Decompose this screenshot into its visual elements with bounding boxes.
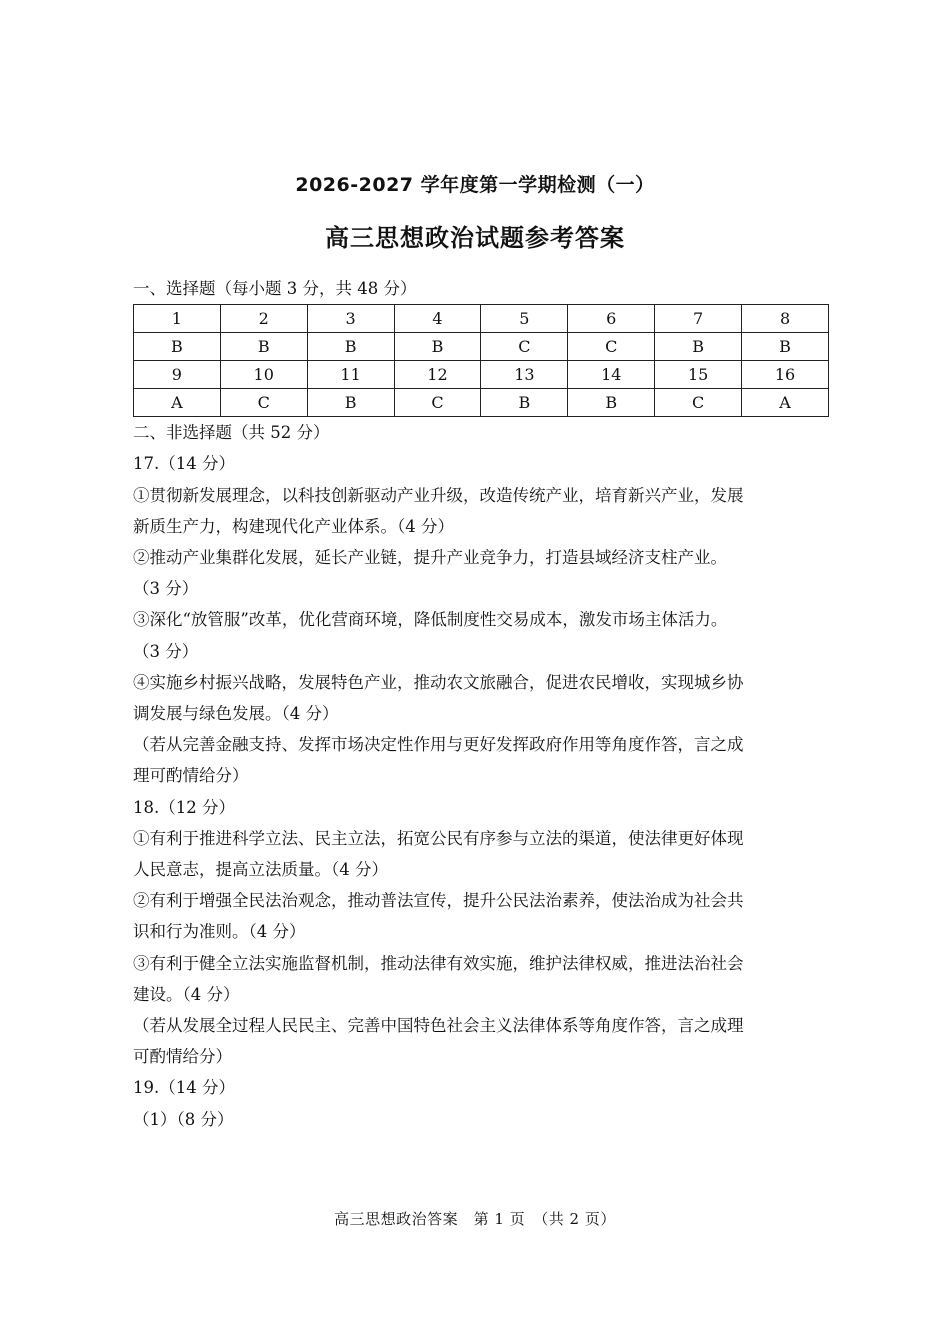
answer-table-cell: B bbox=[307, 333, 394, 361]
answer-table-cell: 12 bbox=[394, 361, 481, 389]
answer-table-row bbox=[134, 389, 829, 417]
answer-line: ②有利于增强全民法治观念，推动普法宣传，提升公民法治素养，使法治成为社会共 bbox=[133, 891, 744, 911]
page-footer: 高三思想政治答案 第 1 页 （共 2 页） bbox=[334, 1210, 616, 1228]
answer-table-cell: 4 bbox=[394, 305, 481, 333]
answer-table-cell: B bbox=[655, 333, 742, 361]
answer-line: 人民意志，提高立法质量。（4 分） bbox=[133, 860, 388, 880]
answer-line: 识和行为准则。（4 分） bbox=[133, 922, 306, 942]
answer-line: ②推动产业集群化发展，延长产业链，提升产业竞争力，打造县域经济支柱产业。 bbox=[133, 548, 727, 568]
answer-line: 新质生产力，构建现代化产业体系。（4 分） bbox=[133, 516, 454, 536]
answer-line: ④实施乡村振兴战略，发展特色产业，推动农文旅融合，促进农民增收，实现城乡协 bbox=[133, 672, 744, 692]
answer-table-cell: B bbox=[307, 389, 394, 417]
answer-line: ①有利于推进科学立法、民主立法，拓宽公民有序参与立法的渠道，使法律更好体现 bbox=[133, 828, 744, 848]
answer-table-cell: C bbox=[568, 333, 655, 361]
answer-line: （若从完善金融支持、发挥市场决定性作用与更好发挥政府作用等角度作答，言之成 bbox=[133, 735, 744, 755]
answer-table-cell: C bbox=[655, 389, 742, 417]
answer-line: 理可酌情给分） bbox=[133, 766, 249, 786]
answer-line: 可酌情给分） bbox=[133, 1047, 232, 1067]
answer-table-cell: 9 bbox=[134, 361, 221, 389]
document-title: 2026-2027 学年度第一学期检测（一） bbox=[295, 174, 655, 196]
answer-table-cell: C bbox=[394, 389, 481, 417]
answer-table-cell: 5 bbox=[481, 305, 568, 333]
answer-table-cell: B bbox=[394, 333, 481, 361]
content-area bbox=[133, 273, 829, 1135]
answer-table-cell: B bbox=[134, 333, 221, 361]
answer-table-row bbox=[134, 361, 829, 389]
answer-table-cell: A bbox=[742, 389, 829, 417]
answer-table-cell: B bbox=[481, 389, 568, 417]
answer-table-cell: C bbox=[481, 333, 568, 361]
answer-table-cell: 14 bbox=[568, 361, 655, 389]
answer-line: 调发展与绿色发展。（4 分） bbox=[133, 704, 339, 724]
answer-table-cell: 13 bbox=[481, 361, 568, 389]
answer-table-cell: 1 bbox=[134, 305, 221, 333]
answer-table-cell: 3 bbox=[307, 305, 394, 333]
answer-table-cell: 7 bbox=[655, 305, 742, 333]
answer-table-cell: B bbox=[220, 333, 307, 361]
answer-line: （3 分） bbox=[133, 641, 199, 661]
answer-table-row bbox=[134, 305, 829, 333]
answer-table-row bbox=[134, 333, 829, 361]
section1-heading: 一、选择题（每小题 3 分，共 48 分） bbox=[133, 279, 417, 298]
answer-line: 建设。（4 分） bbox=[133, 984, 240, 1004]
section2-heading: 二、非选择题（共 52 分） bbox=[133, 423, 330, 443]
answer-table-cell: C bbox=[220, 389, 307, 417]
answer-line: （3 分） bbox=[133, 579, 199, 599]
section2 bbox=[133, 417, 829, 1135]
answer-table-cell: 11 bbox=[307, 361, 394, 389]
answer-line: （1）（8 分） bbox=[133, 1109, 234, 1129]
answer-line: （若从发展全过程人民民主、完善中国特色社会主义法律体系等角度作答，言之成理 bbox=[133, 1016, 744, 1036]
answer-line: 17.（14 分） bbox=[133, 454, 235, 474]
answer-table-cell: B bbox=[742, 333, 829, 361]
answer-line: ③有利于健全立法实施监督机制，推动法律有效实施，维护法律权威，推进法治社会 bbox=[133, 953, 744, 973]
answer-table-cell: 10 bbox=[220, 361, 307, 389]
answer-line: ③深化“放管服”改革，优化营商环境，降低制度性交易成本，激发市场主体活力。 bbox=[133, 610, 728, 630]
answer-line: ①贯彻新发展理念，以科技创新驱动产业升级，改造传统产业，培育新兴产业，发展 bbox=[133, 485, 744, 505]
answer-table-cell: 8 bbox=[742, 305, 829, 333]
answer-table-cell: 6 bbox=[568, 305, 655, 333]
answer-table bbox=[133, 304, 829, 417]
answer-table-cell: 15 bbox=[655, 361, 742, 389]
answer-table-cell: 2 bbox=[220, 305, 307, 333]
answer-line: 19.（14 分） bbox=[133, 1078, 235, 1098]
answer-table-cell: B bbox=[568, 389, 655, 417]
answer-line: 18.（12 分） bbox=[133, 797, 235, 817]
document-subtitle: 高三思想政治试题参考答案 bbox=[325, 224, 625, 252]
answer-table-cell: A bbox=[134, 389, 221, 417]
answer-table-cell: 16 bbox=[742, 361, 829, 389]
